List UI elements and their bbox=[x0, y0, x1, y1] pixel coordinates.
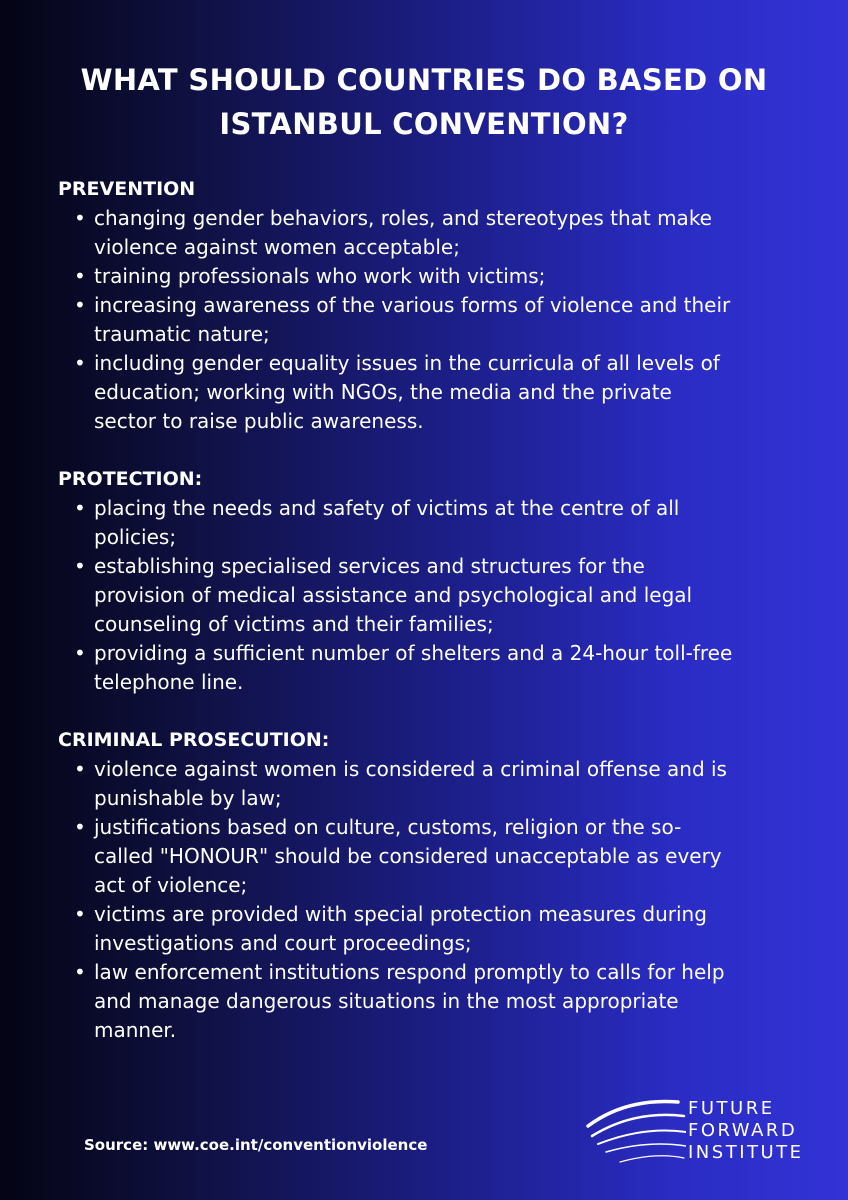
list-item: • law enforcement institutions respond promptly to calls for help and manage dangerous situations in the most appropriate manner. bbox=[94, 958, 738, 1045]
list-item: • training professionals who work with victims; bbox=[94, 262, 738, 291]
section-protection bbox=[58, 464, 738, 697]
institute-logo bbox=[586, 1082, 816, 1172]
bullet-list bbox=[58, 204, 738, 436]
section-heading: CRIMINAL PROSECUTION: bbox=[58, 729, 330, 751]
list-item: • violence against women is considered a criminal offense and is punishable by law; bbox=[94, 755, 738, 813]
logo-line: INSTITUTE bbox=[688, 1142, 804, 1163]
list-item: • placing the needs and safety of victims at the centre of all policies; bbox=[94, 494, 738, 552]
list-item: • including gender equality issues in the curricula of all levels of education; working with NGOs, the media and the private sector to raise public awareness. bbox=[94, 349, 738, 436]
swoosh-arcs-logo-icon bbox=[586, 1082, 686, 1172]
source-citation: Source: www.coe.int/conventionviolence bbox=[84, 1136, 428, 1154]
bullet-list bbox=[58, 755, 738, 1045]
list-item: • changing gender behaviors, roles, and stereotypes that make violence against women acceptable; bbox=[94, 204, 738, 262]
logo-line: FUTURE bbox=[688, 1098, 775, 1119]
bullet-list bbox=[58, 494, 738, 697]
list-item: • increasing awareness of the various forms of violence and their traumatic nature; bbox=[94, 291, 738, 349]
section-criminal-prosecution bbox=[58, 725, 738, 1045]
section-heading: PROTECTION: bbox=[58, 468, 203, 490]
content-body bbox=[58, 174, 738, 1073]
list-item: • establishing specialised services and structures for the provision of medical assistance and psychological and legal counseling of victims and their families; bbox=[94, 552, 738, 639]
logo-line: FORWARD bbox=[688, 1120, 798, 1141]
list-item: • providing a sufficient number of shelters and a 24-hour toll-free telephone line. bbox=[94, 639, 738, 697]
section-heading: PREVENTION bbox=[58, 178, 196, 200]
page-title: WHAT SHOULD COUNTRIES DO BASED ON ISTANBUL CONVENTION? bbox=[80, 63, 768, 141]
list-item: • victims are provided with special protection measures during investigations and court proceedings; bbox=[94, 900, 738, 958]
section-prevention bbox=[58, 174, 738, 436]
logo-wordmark bbox=[688, 1098, 804, 1164]
list-item: • justifications based on culture, customs, religion or the so-called "HONOUR" should be considered unacceptable as every act of violence; bbox=[94, 813, 738, 900]
